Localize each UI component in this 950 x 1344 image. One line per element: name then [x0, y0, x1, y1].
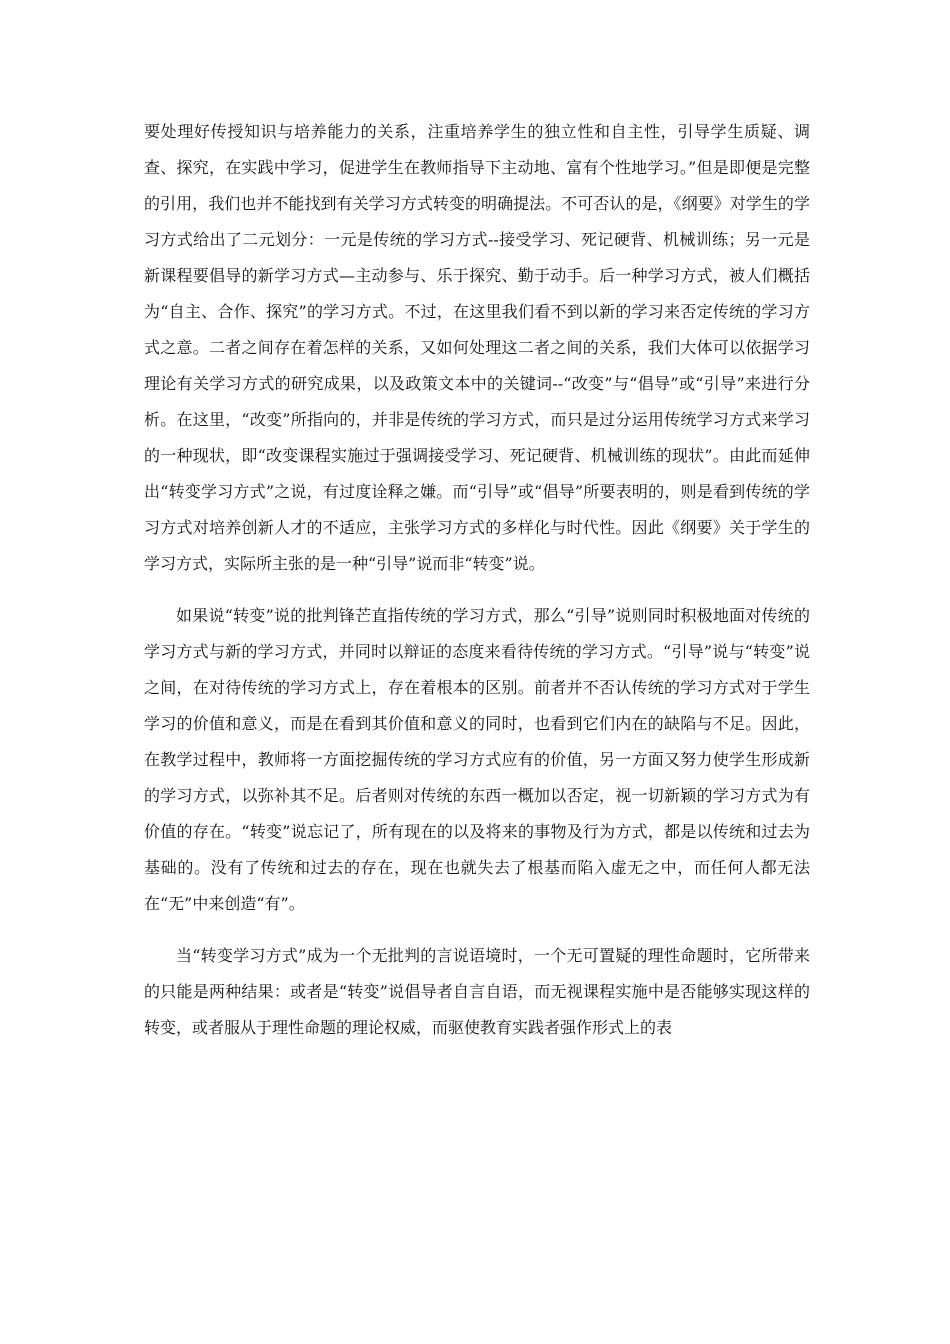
paragraph-continued: 要处理好传授知识与培养能力的关系，注重培养学生的独立性和自主性，引导学生质疑、调查、探究，在实践中学习，促进学生在教师指导下主动地、富有个性地学习。”但是即便是完整的引用，我们也并不能找到有关学习方式转变的明确提法。不可否认的是，《纲要》对学生的学习方式给出了二元划分：一元是传统的学习方式--接受学习、死记硬背、机械训练；另一元是新课程要倡导的新学习方式—主动参与、乐于探究、勤于动手。后一种学习方式，被人们概括为“自主、合作、探究”的学习方式。不过，在这里我们看不到以新的学习来否定传统的学习方式之意。二者之间存在着怎样的关系，又如何处理这二者之间的关系，我们大体可以依据学习理论有关学习方式的研究成果，以及政策文本中的关键词--“改变”与“倡导”或“引导”来进行分析。在这里，“改变”所指向的，并非是传统的学习方式，而只是过分运用传统学习方式来学习的一种现状，即“改变课程实施过于强调接受学习、死记硬背、机械训练的现状”。由此而延伸出“转变学习方式”之说，有过度诠释之嫌。而“引导”或“倡导”所要表明的，则是看到传统的学习方式对培养创新人才的不适应，主张学习方式的多样化与时代性。因此《纲要》关于学生的学习方式，实际所主张的是一种“引导”说而非“转变”说。 — [144, 122, 810, 573]
document-body — [144, 114, 810, 1046]
paragraph: 如果说“转变”说的批判锋芒直指传统的学习方式，那么“引导”说则同时积极地面对传统的学习方式与新的学习方式，并同时以辩证的态度来看待传统的学习方式。“引导”说与“转变”说之间，在对待传统的学习方式上，存在着根本的区别。前者并不否认传统的学习方式对于学生学习的价值和意义，而是在看到其价值和意义的同时，也看到它们内在的缺陷与不足。因此，在教学过程中，教师将一方面挖掘传统的学习方式应有的价值，另一方面又努力使学生形成新的学习方式，以弥补其不足。后者则对传统的东西一概加以否定，视一切新颖的学习方式为有价值的存在。“转变”说忘记了，所有现在的以及将来的事物及行为方式，都是以传统和过去为基础的。没有了传统和过去的存在，现在也就失去了根基而陷入虚无之中，而任何人都无法在“无”中来创造“有”。 — [144, 606, 810, 913]
paragraph: 当“转变学习方式”成为一个无批判的言说语境时，一个无可置疑的理性命题时，它所带来的只能是两种结果：或者是“转变”说倡导者自言自语，而无视课程实施中是否能够实现这样的转变，或者服从于理性命题的理论权威，而驱使教育实践者强作形式上的表 — [144, 946, 810, 1037]
